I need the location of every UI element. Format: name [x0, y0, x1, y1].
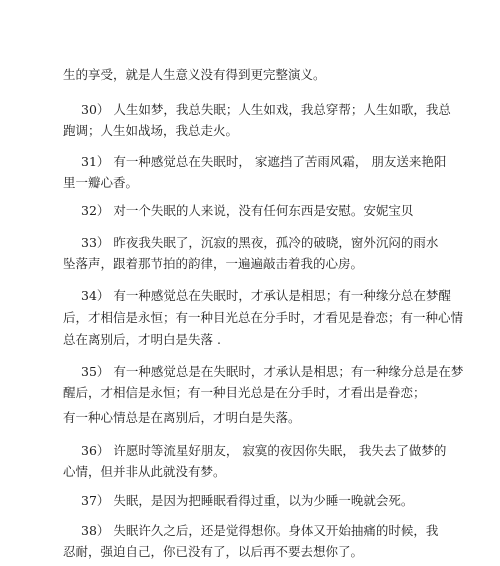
text-line: 31） 有一种感觉总在失眠时， 家遮挡了苦雨风霜， 朋友送来艳阳	[81, 154, 447, 169]
text-line: 30） 人生如梦，我总失眠；人生如戏，我总穿帮；人生如歌，我总	[81, 102, 451, 117]
text-line: 37） 失眠，是因为把睡眠看得过重，以为少睡一晚就会死。	[81, 493, 414, 508]
text-line: 34） 有一种感觉总在失眠时，才承认是相思；有一种缘分总在梦醒	[81, 288, 451, 303]
text-line: 35） 有一种感觉总是在失眠时，才承认是相思；有一种缘分总是在梦	[81, 364, 464, 379]
text-line: 后，才相信是永恒；有一种目光总在分手时，才看见是眷恋；有一种心情	[63, 310, 464, 325]
text-line: 里一瓣心香。	[63, 175, 139, 190]
text-line: 38） 失眠许久之后，还是觉得想你。身体又开始抽痛的时候，我	[81, 523, 439, 538]
text-line: 33） 昨夜我失眠了，沉寂的黑夜，孤冷的破晓，窗外沉闷的雨水	[81, 235, 439, 250]
text-line: 忍耐，强迫自己，你已没有了，以后再不要去想你了。	[63, 544, 364, 559]
text-line: 生的享受，就是人生意义没有得到更完整演义。	[63, 67, 326, 82]
text-line: 有一种心情总是在离别后，才明白是失落。	[63, 410, 301, 425]
text-line: 32） 对一个失眠的人来说，没有任何东西是安慰。安妮宝贝	[81, 203, 414, 218]
text-line: 坠落声，跟着那节拍的韵律，一遍遍敲击着我的心房。	[63, 256, 364, 271]
text-line: 跑调；人生如战场，我总走火。	[63, 123, 239, 138]
text-line: 36） 许愿时等流星好朋友， 寂寞的夜因你失眠， 我失去了做梦的	[81, 443, 447, 458]
text-line: 总在离别后，才明白是失落 .	[63, 332, 221, 347]
text-line: 醒后，才相信是永恒；有一种目光总是在分手时，才看出是眷恋；	[63, 385, 426, 400]
text-line: 心情，但并非从此就没有梦。	[63, 464, 226, 479]
